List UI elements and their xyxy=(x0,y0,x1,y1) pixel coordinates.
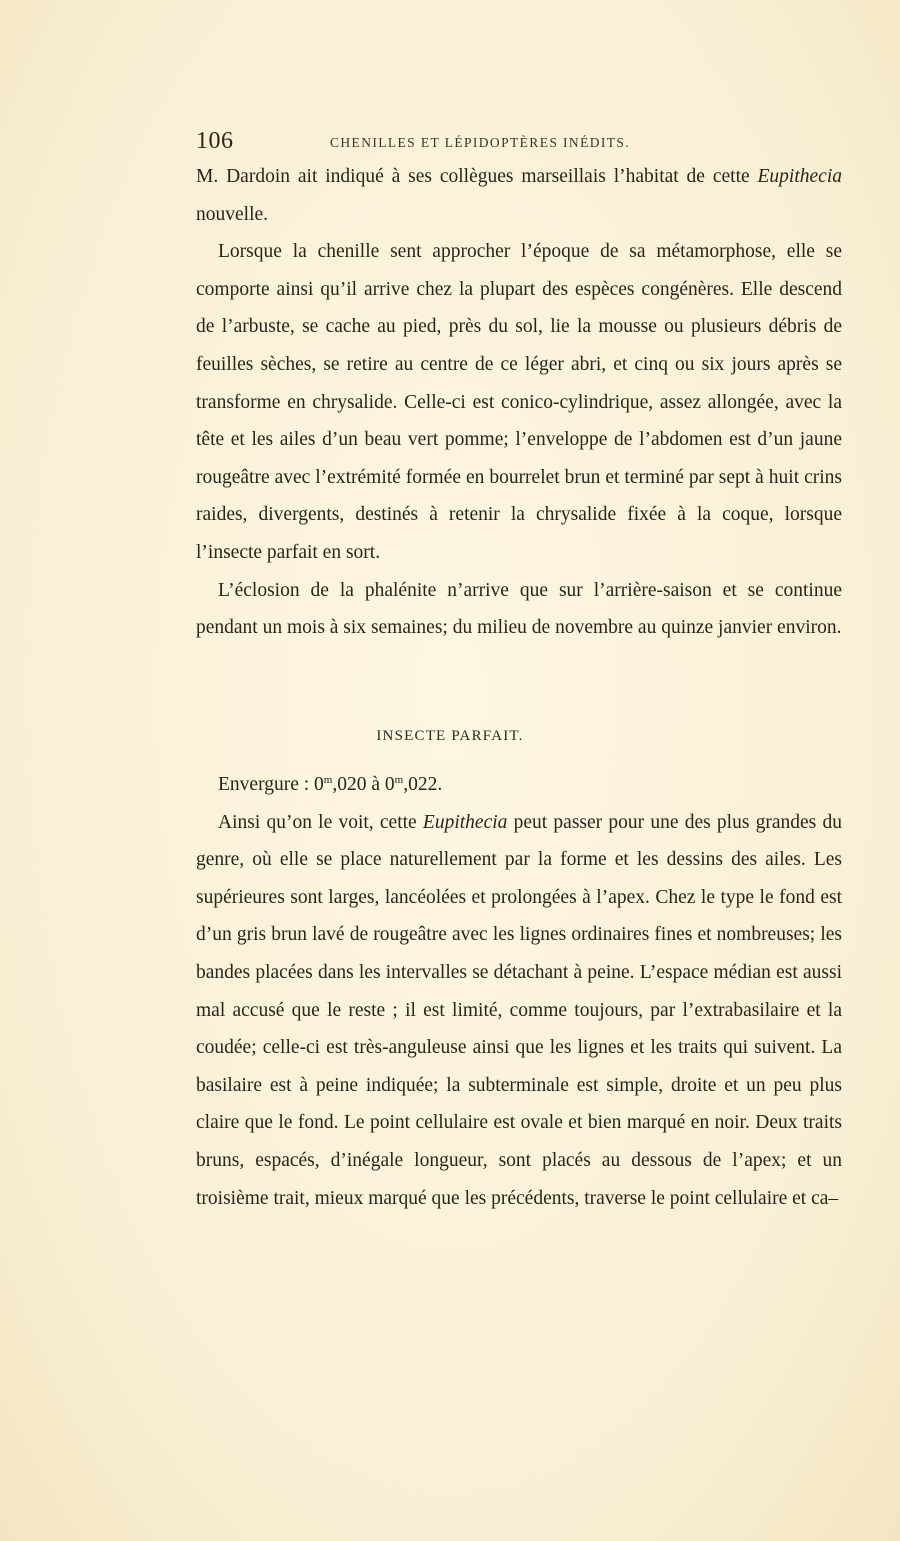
body-text-top xyxy=(196,158,842,647)
page-header xyxy=(196,128,842,158)
running-title: CHENILLES ET LÉPIDOPTÈRES INÉDITS. xyxy=(330,135,631,150)
wingspan-value: ,022. xyxy=(403,774,443,795)
page-number: 106 xyxy=(196,128,234,154)
text-run: peut passer pour une des plus grandes du genre, où elle se place naturellement par la forme et les dessins des ailes. Les supérieures sont larges, lancéolées et prolongées à l’apex. Chez le type le fond est d’un gris brun lavé de rougeâtre avec les lignes ordinaires fines et nombreuses; les bandes placées dans les intervalles se détachant à peine. L’espace médian est aussi mal accusé que le reste ; il est limité, comme toujours, par l’extrabasilaire et la coudée; celle-ci est très-anguleuse ainsi que les lignes et les traits qui suivent. La basilaire est à peine indiquée; la subterminale est simple, droite et un peu plus claire que le fond. Le point cellulaire est ovale et bien marqué en noir. Deux traits bruns, espacés, d’inégale longueur, sont placés au dessous de l’apex; et un troisième trait, mieux marqué que les précédents, traverse le point cellulaire et ca– xyxy=(196,811,842,1209)
text-run: M. Dardoin ait indiqué à ses collègues marseillais l’habitat de cette xyxy=(196,166,758,187)
species-name: Eupithecia xyxy=(422,811,508,833)
paragraph-continuation xyxy=(196,158,842,233)
paragraph-eclosion: L’éclosion de la phalénite n’arrive que sur l’arrière-saison et se continue pendant un mois à six semaines; du milieu de novembre au quinze janvier environ. xyxy=(196,579,842,639)
unit-superscript: m xyxy=(394,774,404,786)
paragraph-description xyxy=(196,804,842,1218)
wingspan-line xyxy=(196,766,842,804)
species-name: Eupithecia xyxy=(757,166,842,187)
wingspan-value: 0 xyxy=(314,774,324,795)
paragraph-metamorphosis: Lorsque la chenille sent approcher l’époque de sa métamorphose, elle se comporte ainsi qu’il arrive chez la plupart des espèces congénères. Elle descend de l’arbuste, se cache au pied, près du sol, lie la mousse ou plusieurs débris de feuilles sèches, se retire au centre de ce léger abri, et cinq ou six jours après se transforme en chrysalide. Celle-ci est conico-cylindrique, assez allongée, avec la tête et les ailes d’un beau vert pomme; l’enveloppe de l’abdomen est d’un jaune rougeâtre avec l’extrémité formée en bourrelet brun et terminé par sept à huit crins raides, divergents, destinés à retenir la chrysalide fixée à la coque, lorsque l’insecte parfait en sort. xyxy=(196,241,842,563)
text-run: nouvelle. xyxy=(196,203,269,225)
wingspan-value: 0 xyxy=(384,774,395,795)
wingspan-label: Envergure : xyxy=(218,774,315,795)
unit-superscript: m xyxy=(323,774,333,786)
body-text-bottom xyxy=(196,766,842,1217)
wingspan-value: ,020 à xyxy=(332,774,385,795)
text-run: Ainsi qu’on le voit, cette xyxy=(218,811,423,833)
section-heading: INSECTE PARFAIT. xyxy=(376,728,524,744)
